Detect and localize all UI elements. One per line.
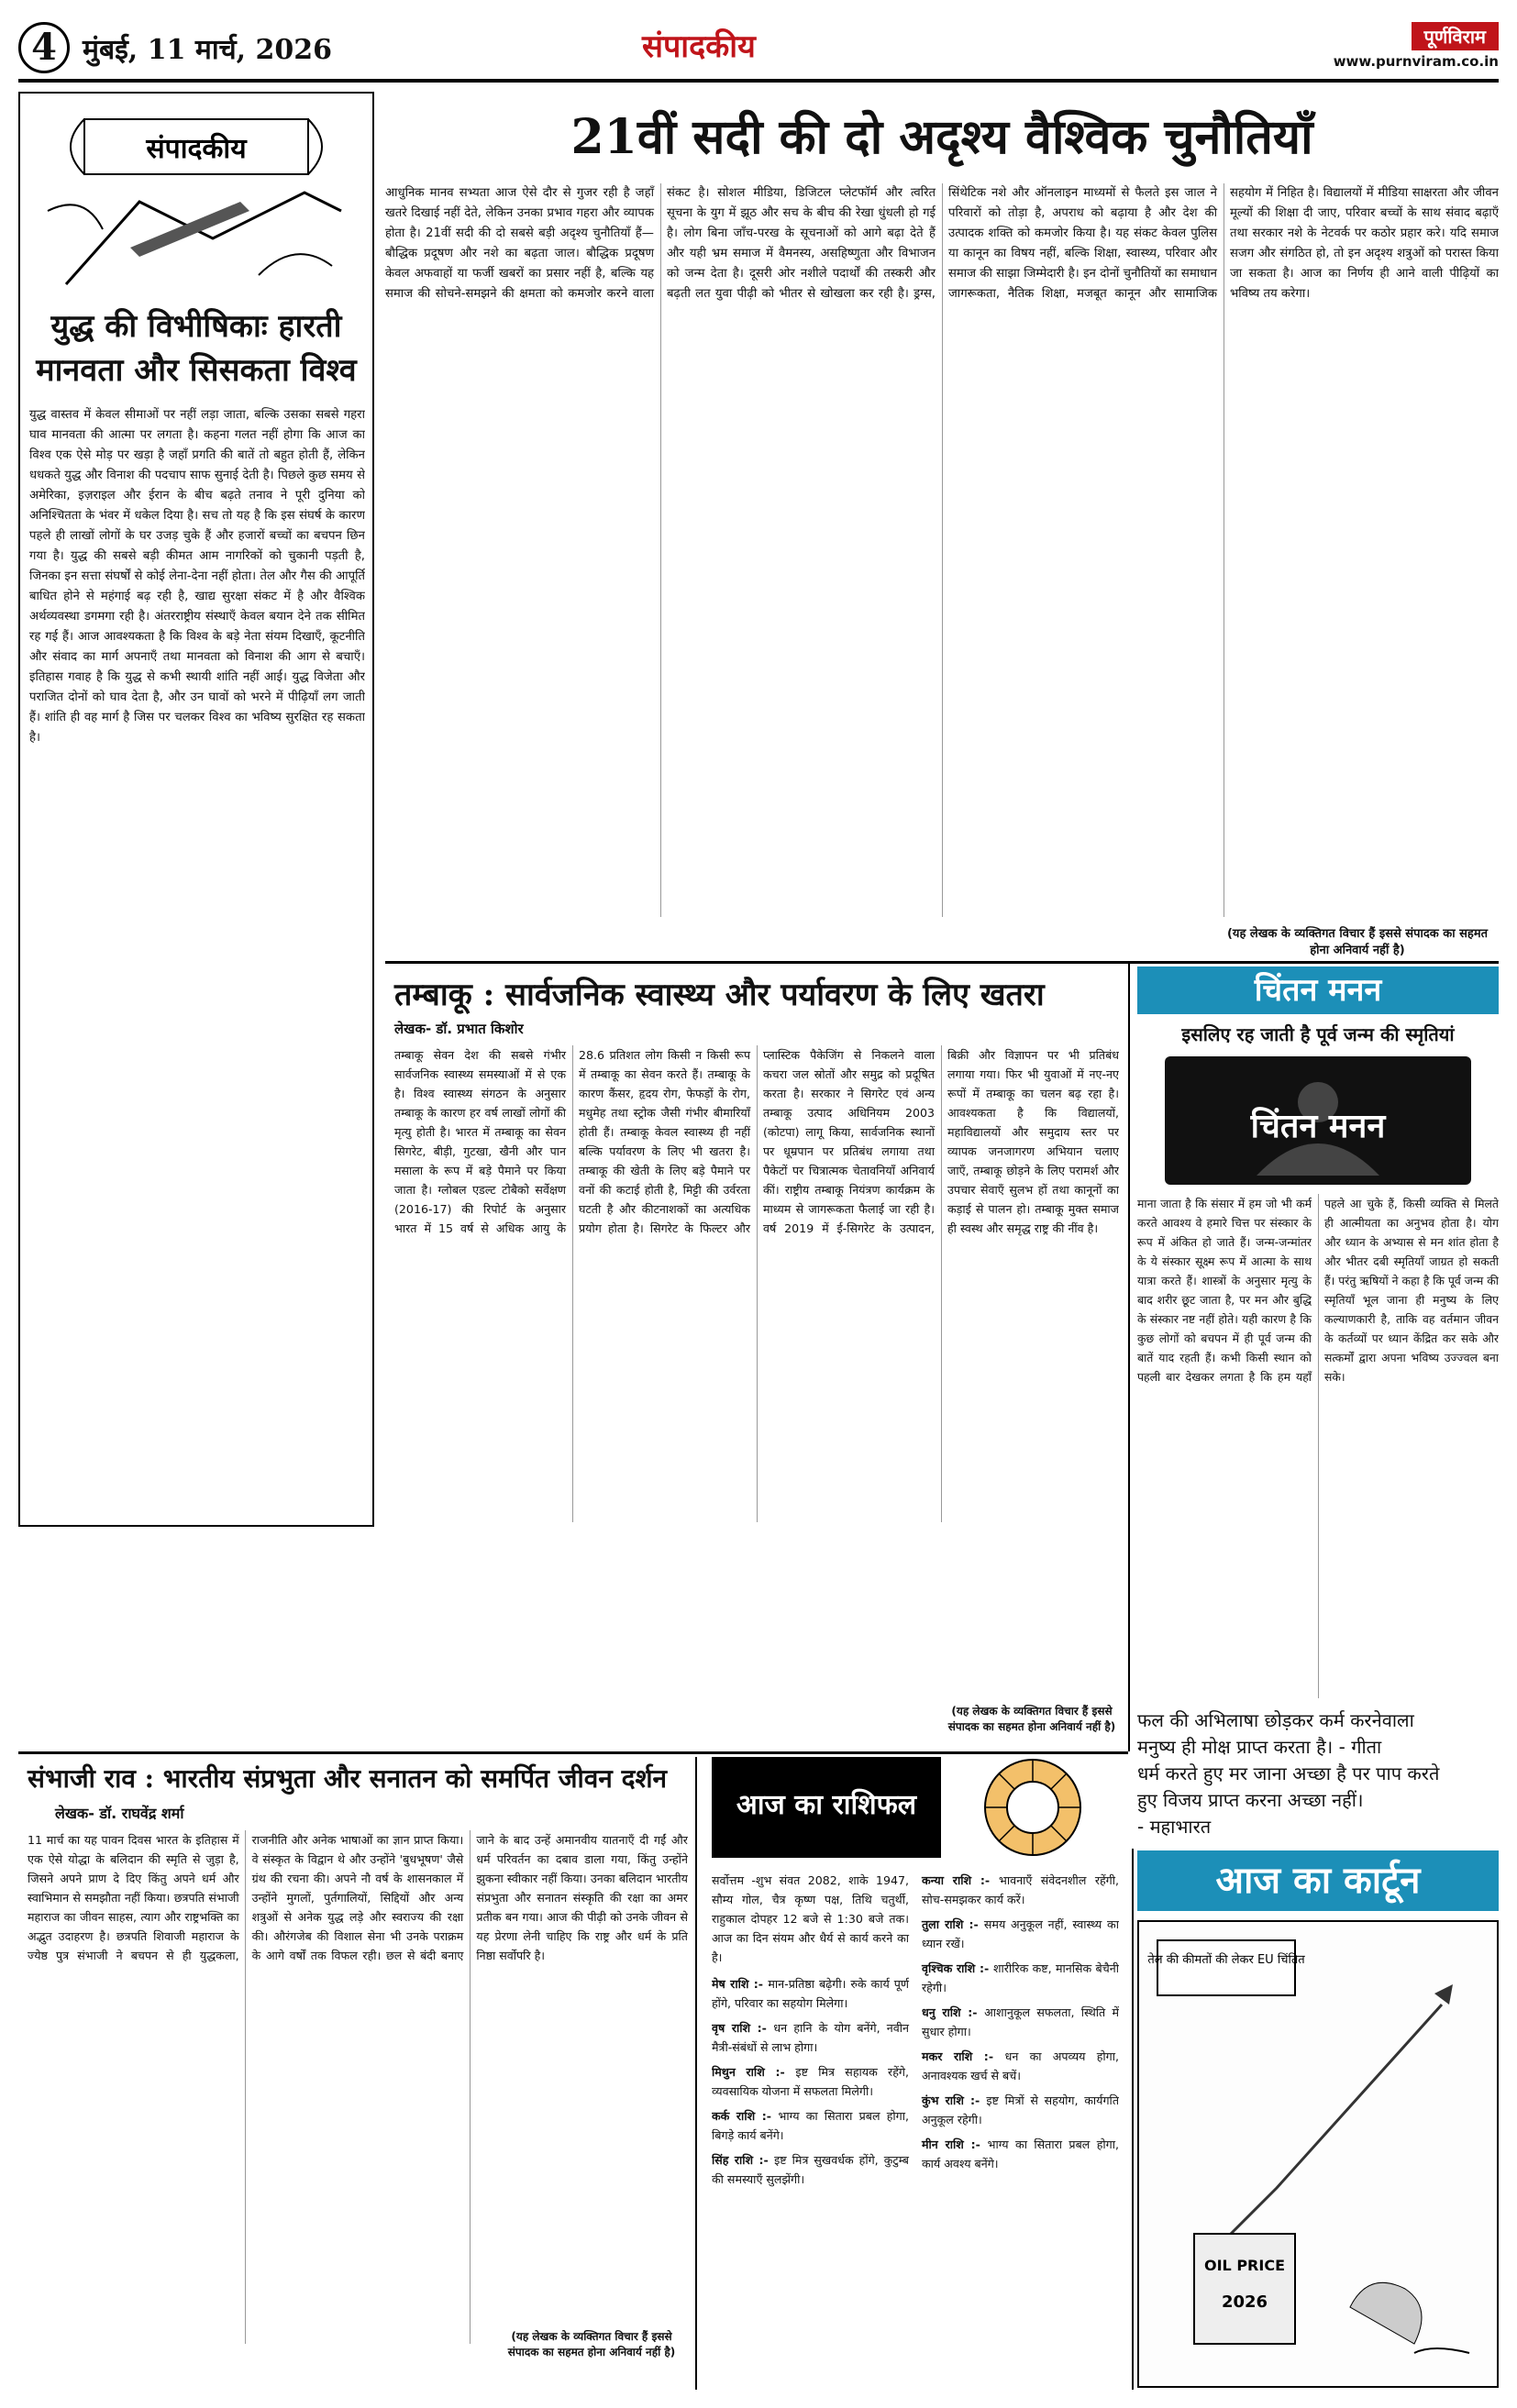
rashi-item	[712, 2106, 909, 2145]
editorial-illustration	[29, 101, 363, 293]
rashi-name: मिथुन राशि :-	[712, 2065, 796, 2079]
rashi-item	[922, 1915, 1119, 1953]
editorial-title	[20, 304, 372, 392]
sambhaji-title: संभाजी राव : भारतीय संप्रभुता और सनातन को समर्पित जीवन दर्शन	[28, 1763, 668, 1794]
editorial-title-line1: युद्ध की विभीषिकाः हारती	[50, 308, 342, 345]
rashi-name: मीन राशि :-	[922, 2137, 988, 2151]
cartoon-image	[1137, 1920, 1499, 2388]
rashi-name: कुंभ राशि :-	[922, 2093, 987, 2107]
tobacco-note: (यह लेखक के व्यक्तिगत विचार हैं इससे संपादक का सहमत होना अनिवार्य नहीं है)	[947, 1705, 1116, 1733]
brand-name: पूर्णविराम	[1412, 22, 1499, 50]
quote-line1: फल की अभिलाषा छोड़कर कर्म करनेवाला	[1137, 1709, 1414, 1731]
pen-scroll-illustration	[29, 101, 363, 293]
rashi-item	[922, 2003, 1119, 2041]
chintan-box	[1137, 967, 1499, 1700]
rashifal-box	[703, 1757, 1128, 2390]
cartoon-caption: तेल की कीमतों की लेकर EU चिंतित	[1147, 1953, 1305, 1967]
chintan-image	[1165, 1056, 1471, 1185]
rashi-item	[922, 2047, 1119, 2085]
rashi-name: धनु राशि :-	[922, 2005, 985, 2019]
rashi-name: मकर राशि :-	[922, 2049, 1005, 2063]
editorial-box	[18, 92, 374, 1527]
meditation-figure-icon	[1165, 1056, 1471, 1185]
rashi-text: धन हानि के योग बनेंगे, नवीन मैत्री-संबंधों से लाभ होगा।	[712, 2021, 910, 2054]
quote-line2: मनुष्य ही मोक्ष प्राप्त करता है। - गीता	[1137, 1736, 1382, 1758]
editorial-title-line2: मानवता और सिसकता विश्व	[36, 352, 357, 389]
divider-lower	[18, 1751, 1128, 1754]
chintan-image-text: चिंतन मनन	[1250, 1108, 1386, 1145]
rashi-text: इष्ट मित्रों से सहयोग, कार्यगति अनुकूल रहेगी।	[922, 2093, 1119, 2126]
divider-main	[385, 961, 1499, 964]
tobacco-title: तम्बाकू : सार्वजनिक स्वास्थ्य और पर्यावरण के लिए खतरा	[394, 977, 1045, 1013]
header-rule	[18, 79, 1499, 83]
chintan-header: चिंतन मनन	[1137, 967, 1499, 1014]
rashi-text: समय अनुकूल नहीं, स्वास्थ्य का ध्यान रखें।	[922, 1917, 1119, 1950]
date-line: मुंबई, 11 मार्च, 2026	[83, 34, 333, 66]
rashi-text: भावनाएँ संवेदनशील रहेंगी, सोच-समझकर कार्य करें।	[922, 1873, 1119, 1906]
editorial-label: संपादकीय	[146, 133, 247, 165]
zodiac-wheel-icon	[950, 1757, 1115, 1858]
rashifal-title: आज का राशिफल	[736, 1789, 917, 1821]
tobacco-body: तम्बाकू सेवन देश की सबसे गंभीर सार्वजनिक स्वास्थ्य समस्याओं में से एक है। विश्व स्वास्थ्य संगठन के अनुसार तम्बाकू के कारण हर वर्ष लाखों लोगों की मृत्यु होती है। भारत में तम्बाकू का सेवन सिगरेट, बीड़ी, गुटखा, खैनी और पान मसाला के रूप में बड़े पैमाने पर किया जाता है। ग्लोबल एडल्ट टोबैको सर्वेक्षण (2016-17) की रिपोर्ट के अनुसार भारत में 15 वर्ष से अधिक आयु के 28.6 प्रतिशत लोग किसी न किसी रूप में तम्बाकू का सेवन करते हैं। तम्बाकू के कारण कैंसर, हृदय रोग, फेफड़ों के रोग, मधुमेह तथा स्ट्रोक जैसी गंभीर बीमारियाँ होती हैं। तम्बाकू केवल स्वास्थ्य ही नहीं बल्कि पर्यावरण के लिए भी खतरा है। तम्बाकू की खेती के लिए बड़े पैमाने पर वनों की कटाई होती है, मिट्टी की उर्वरता घटती है और कीटनाशकों का अत्यधिक प्रयोग होता है। सिगरेट के फिल्टर और प्लास्टिक पैकेजिंग से निकलने वाला कचरा जल स्रोतों और समुद्र को प्रदूषित करता है। सरकार ने सिगरेट एवं अन्य तम्बाकू उत्पाद अधिनियम 2003 (कोटपा) लागू किया, सार्वजनिक स्थानों पर धूम्रपान पर प्रतिबंध लगाया तथा पैकेटों पर चित्रात्मक चेतावनियाँ अनिवार्य कीं। राष्ट्रीय तम्बाकू नियंत्रण कार्यक्रम के माध्यम से जागरूकता फैलाई जा रही है। वर्ष 2019 में ई-सिगरेट के उत्पादन, बिक्री और विज्ञापन पर भी प्रतिबंध लगाया गया। फिर भी युवाओं में नए-नए रूपों में तम्बाकू का चलन बढ़ रहा है। आवश्यकता है कि विद्यालयों, महाविद्यालयों और समुदाय स्तर पर व्यापक जनजागरण अभियान चलाए जाएँ, तम्बाकू छोड़ने के लिए परामर्श और उपचार सेवाएँ सुलभ हों तथा कानूनों का कड़ाई से पालन हो। तम्बाकू मुक्त समाज ही स्वस्थ और समृद्ध राष्ट्र की नींव है।	[394, 1048, 1119, 1235]
rashifal-columns	[712, 1871, 1119, 2384]
zodiac-wheel	[950, 1757, 1115, 1858]
quote-line3: धर्म करते हुए मर जाना अच्छा है पर पाप करते	[1137, 1762, 1440, 1784]
divider-vertical-cartoon	[1132, 1849, 1134, 2390]
rashi-text: इष्ट मित्र सहायक रहेंगे, व्यवसायिक योजना में सफलता मिलेगी।	[712, 2065, 909, 2098]
chintan-body: माना जाता है कि संसार में हम जो भी कर्म करते आवश्य वे हमारे चित्त पर संस्कार के रूप में अंकित हो जाते हैं। जन्म-जन्मांतर के ये संस्कार सूक्ष्म रूप में आत्मा के साथ यात्रा करते हैं। शास्त्रों के अनुसार मृत्यु के बाद शरीर छूट जाता है, पर मन और बुद्धि के संस्कार नष्ट नहीं होते। यही कारण है कि कुछ लोगों को बचपन में ही पूर्व जन्म की बातें याद रहती हैं। कभी किसी स्थान को पहली बार देखकर लगता है कि हम यहाँ पहले आ चुके हैं, किसी व्यक्ति से मिलते ही आत्मीयता का अनुभव होता है। योग और ध्यान के अभ्यास से मन शांत होता है और भीतर दबी स्मृतियाँ जाग्रत हो सकती हैं। परंतु ऋषियों ने कहा है कि पूर्व जन्म की स्मृतियाँ भूल जाना ही मनुष्य के लिए कल्याणकारी है, ताकि वह वर्तमान जीवन के कर्तव्यों पर ध्यान केंद्रित कर सके और सत्कर्मों द्वारा अपना भविष्य उज्ज्वल बना सके।	[1137, 1197, 1499, 1384]
rashi-item	[712, 2018, 909, 2057]
rashi-text: मान-प्रतिष्ठा बढ़ेगी। रुके कार्य पूर्ण होंगे, परिवार का सहयोग मिलेगा।	[712, 1977, 910, 2010]
rashi-name: कर्क राशि :-	[712, 2109, 779, 2123]
rashi-item	[922, 2135, 1119, 2173]
rashi-name: मेष राशि :-	[712, 1977, 769, 1991]
rashi-item	[922, 2091, 1119, 2129]
rashi-name: वृष राशि :-	[712, 2021, 774, 2035]
editorial-body: युद्ध वास्तव में केवल सीमाओं पर नहीं लड़ा जाता, बल्कि उसका सबसे गहरा घाव मानवता की आत्मा पर लगता है। कहना गलत नहीं होगा कि आज का विश्व एक ऐसे मोड़ पर खड़ा है जहाँ प्रगति की बातें तो बहुत होती हैं, लेकिन धधकते युद्ध और विनाश की पदचाप साफ सुनाई देती है। पिछले कुछ समय से अमेरिका, इज़राइल और ईरान के बीच बढ़ते तनाव ने पूरी दुनिया को अनिश्चितता के भंवर में धकेल दिया है। सच तो यह है कि इस संघर्ष के कारण पहले ही लाखों लोगों के घर उजड़ चुके हैं और हजारों बच्चों का बचपन छिन गया है। युद्ध की सबसे बड़ी कीमत आम नागरिकों को चुकानी पड़ती है, जिनका इन सत्ता संघर्षों से कोई लेना-देना नहीं होता। तेल और गैस की आपूर्ति बाधित होने से महंगाई बढ़ रही है, खाद्य सुरक्षा संकट में है और वैश्विक अर्थव्यवस्था डगमगा रही है। अंतरराष्ट्रीय संस्थाएँ केवल बयान देने तक सीमित रह गई हैं। आज आवश्यकता है कि विश्व के बड़े नेता संयम दिखाएँ, कूटनीति और संवाद का मार्ग अपनाएँ तथा मानवता को विनाश की आग से बचाएँ। इतिहास गवाह है कि युद्ध से कभी स्थायी शांति नहीं आई। युद्ध विजेता और पराजित दोनों को घाव देता है, और उन घावों को भरने में पीढ़ियाँ लग जाती हैं। शांति ही वह मार्ग है जिस पर चलकर विश्व का भविष्य सुरक्षित रह सकता है।	[29, 408, 365, 745]
rashi-item	[712, 2062, 909, 2101]
rashi-name: वृश्चिक राशि :-	[922, 1961, 993, 1975]
chintan-subtitle: इसलिए रह जाती है पूर्व जन्म की स्मृतियां	[1181, 1023, 1455, 1045]
rashi-text: आशानुकूल सफलता, स्थिति में सुधार होगा।	[922, 2005, 1119, 2038]
rashi-item	[712, 2150, 909, 2189]
cartoon-illustration	[1139, 1922, 1497, 2386]
cartoon-box	[1137, 1850, 1499, 2391]
rashi-name: सिंह राशि :-	[712, 2153, 775, 2167]
rashi-name: तुला राशि :-	[922, 1917, 984, 1931]
rashi-text: धन का अपव्यय होगा, अनावश्यक खर्च से बचें।	[922, 2049, 1119, 2082]
divider-vertical-chintan	[1128, 963, 1130, 1751]
quote-line5: - महाभारत	[1137, 1816, 1212, 1838]
rashifal-panchang: सर्वोत्तम -शुभ संवत 2082, शाके 1947, सौम्य गोल, चैत्र कृष्ण पक्ष, तिथि चतुर्थी, राहुकाल दोपहर 12 बजे से 1:30 बजे तक। आज का दिन संयम और धैर्य से कार्य करने का है।	[712, 1873, 909, 1964]
masthead	[18, 17, 1499, 90]
cartoon-oil-label: OIL PRICE	[1204, 2257, 1285, 2274]
rashi-text: भाग्य का सितारा प्रबल होगा, बिगड़े कार्य बनेंगे।	[712, 2109, 910, 2142]
rashi-text: इष्ट मित्र सुखवर्धक होंगे, कुटुम्ब की समस्याएँ सुलझेंगी।	[712, 2153, 909, 2186]
tobacco-author: लेखक- डॉ. प्रभात किशोर	[394, 1021, 524, 1037]
website-url[interactable]: www.purnviram.co.in	[1333, 53, 1499, 70]
rashi-text: भाग्य का सितारा प्रबल होगा, कार्य अवश्य बनेंगे।	[922, 2137, 1119, 2171]
rashi-text: शारीरिक कष्ट, मानसिक बेचैनी रहेगी।	[922, 1961, 1119, 1994]
rashi-item	[922, 1871, 1119, 1909]
sambhaji-note: (यह लेखक के व्यक्तिगत विचार हैं इससे संपादक का सहमत होना अनिवार्य नहीं है)	[507, 2330, 676, 2358]
main-article-note: (यह लेखक के व्यक्तिगत विचार हैं इससे संपादक का सहमत होना अनिवार्य नहीं है)	[1226, 927, 1489, 957]
cartoon-header: आज का कार्टून	[1137, 1850, 1499, 1911]
page-number: 4	[18, 22, 70, 73]
main-article-title: 21वीं सदी की दो अदृश्य वैश्विक चुनौतियाँ	[570, 109, 1313, 165]
sambhaji-author: लेखक- डॉ. राघवेंद्र शर्मा	[55, 1805, 184, 1822]
rashi-name: कन्या राशि :-	[922, 1873, 999, 1887]
sambhaji-body: 11 मार्च का यह पावन दिवस भारत के इतिहास में एक ऐसे योद्धा के बलिदान की स्मृति से जुड़ा है, जिसने अपने प्राण दे दिए किंतु अपने धर्म और स्वाभिमान से समझौता नहीं किया। छत्रपति संभाजी महाराज का जीवन साहस, त्याग और राष्ट्रभक्ति का अद्भुत उदाहरण है। छत्रपति शिवाजी महाराज के ज्येष्ठ पुत्र संभाजी ने बचपन से ही युद्धकला, राजनीति और अनेक भाषाओं का ज्ञान प्राप्त किया। वे संस्कृत के विद्वान थे और उन्होंने 'बुधभूषण' जैसे ग्रंथ की रचना की। अपने नौ वर्ष के शासनकाल में उन्होंने मुगलों, पुर्तगालियों, सिद्दियों और अन्य शत्रुओं से अनेक युद्ध लड़े और स्वराज्य की रक्षा की। औरंगजेब की विशाल सेना भी उनके पराक्रम के आगे वर्षों तक विफल रही। छल से बंदी बनाए जाने के बाद उन्हें अमानवीय यातनाएँ दी गईं और धर्म परिवर्तन का दबाव डाला गया, किंतु उन्होंने झुकना स्वीकार नहीं किया। उनका बलिदान भारतीय संप्रभुता और सनातन संस्कृति की रक्षा का अमर प्रतीक बन गया। आज की पीढ़ी को उनके जीवन से यह प्रेरणा लेनी चाहिए कि राष्ट्र और धर्म के प्रति निष्ठा सर्वोपरि है।	[28, 1833, 688, 1962]
divider-vertical-rashi	[695, 1757, 697, 2390]
cartoon-year-label: 2026	[1221, 2292, 1268, 2312]
rashifal-header	[712, 1757, 941, 1858]
quote-box	[1137, 1707, 1499, 1845]
rashi-item	[922, 1959, 1119, 1997]
rashi-item	[712, 1974, 909, 2013]
main-article-body: आधुनिक मानव सभ्यता आज ऐसे दौर से गुजर रही है जहाँ खतरे दिखाई नहीं देते, लेकिन उनका प्रभाव गहरा और व्यापक होता है। 21वीं सदी की दो सबसे बड़ी अदृश्य चुनौतियाँ हैं—बौद्धिक प्रदूषण और नशे का बढ़ता जाल। बौद्धिक प्रदूषण केवल अफवाहों या फर्जी खबरों का प्रसार नहीं है, बल्कि यह समाज की सोचने-समझने की क्षमता को कमजोर करने वाला संकट है। सोशल मीडिया, डिजिटल प्लेटफॉर्म और त्वरित सूचना के युग में झूठ और सच के बीच की रेखा धुंधली हो गई है। लोग बिना जाँच-परख के सूचनाओं को आगे बढ़ा देते हैं और यही भ्रम समाज में वैमनस्य, असहिष्णुता और विभाजन को जन्म देता है। दूसरी ओर नशीले पदार्थों की तस्करी और बढ़ती लत युवा पीढ़ी को भीतर से खोखला कर रही है। ड्रग्स, सिंथेटिक नशे और ऑनलाइन माध्यमों से फैलते इस जाल ने परिवारों को तोड़ा है, अपराध को बढ़ाया है और देश की उत्पादक शक्ति को कमजोर किया है। यह संकट केवल पुलिस या कानून का विषय नहीं, बल्कि शिक्षा, स्वास्थ्य, परिवार और समाज की साझा जिम्मेदारी है। इन दोनों चुनौतियों का समाधान जागरूकता, नैतिक शिक्षा, मजबूत कानून और सामाजिक सहयोग में निहित है। विद्यालयों में मीडिया साक्षरता और जीवन मूल्यों की शिक्षा दी जाए, परिवार बच्चों के साथ संवाद बढ़ाएँ तथा सरकार नशे के नेटवर्क पर कठोर प्रहार करे। यदि समाज सजग और संगठित हो, तो इन अदृश्य शत्रुओं को परास्त किया जा सकता है। आज का निर्णय ही आने वाली पीढ़ियों का भविष्य तय करेगा।	[385, 186, 1499, 301]
section-title: संपादकीय	[642, 28, 756, 65]
quote-line4: हुए विजय प्राप्त करना अच्छा नहीं।	[1137, 1789, 1364, 1811]
